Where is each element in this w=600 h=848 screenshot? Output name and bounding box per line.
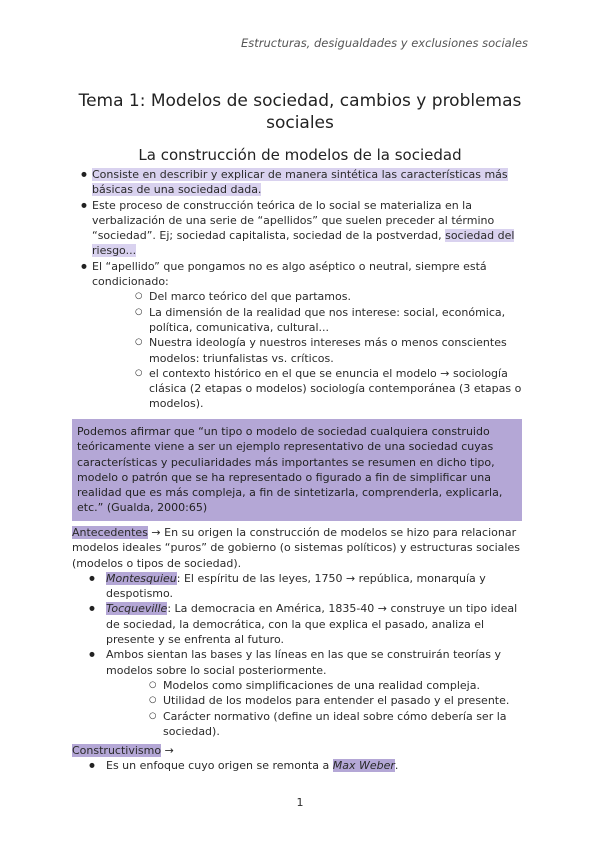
author-name: Max Weber — [332, 759, 395, 773]
constructivismo-heading — [72, 743, 530, 758]
constructivismo-section — [72, 743, 530, 774]
sub-list-item: ○ Carácter normativo (define un ideal sobre cómo debería ser la sociedad). — [106, 709, 530, 740]
constructivismo-list — [72, 758, 530, 773]
sub-list-item: ○ Modelos como simplificaciones de una realidad compleja. — [106, 678, 530, 693]
author-name: Tocqueville — [106, 602, 168, 616]
antecedentes-intro — [72, 525, 530, 571]
sub-list-item: ○ el contexto histórico en el que se enuncia el modelo → sociología clásica (2 etapas o modelos) sociología contemporánea (3 etapas o modelos). — [92, 366, 530, 412]
sub-list-item: ○ Nuestra ideología y nuestros intereses más o menos conscientes modelos: triunfalistas vs. críticos. — [92, 335, 530, 366]
antecedentes-section — [72, 525, 530, 739]
antecedentes-text: → En su origen la construcción de modelos se hizo para relacionar modelos ideales “puros” de gobierno (o sistemas políticos) y estructuras sociales (modelos o tipos de sociedad). — [72, 526, 520, 570]
list-item — [72, 167, 530, 198]
running-header: Estructuras, desigualdades y exclusiones sociales — [241, 36, 528, 50]
bullet-text: : La democracia en América, 1835-40 → construye un tipo ideal de sociedad, la democrática, con la que explica el pasado, analiza el presente y se enfrenta al futuro. — [106, 602, 518, 647]
antecedentes-list — [72, 571, 530, 739]
bullet-text: Este proceso de construcción teórica de lo social se materializa en la verbalización de una serie de “apellidos” que suelen preceder al término “sociedad”. Ej; sociedad capitalista, sociedad de la postverdad, sociedad del riesgo... — [92, 198, 515, 258]
sub-bullet-list — [106, 678, 530, 739]
list-item — [72, 601, 530, 647]
sub-list-item: ○ Utilidad de los modelos para entender el pasado y el presente. — [106, 693, 530, 708]
section-title: La construcción de modelos de la sociedad — [138, 146, 462, 164]
bullet-text: El “apellido” que pongamos no es algo aséptico o neutral, siempre está condicionado: — [92, 259, 487, 289]
highlighted-text: Consiste en describir y explicar de manera sintética las características más básicas de una sociedad dada. — [92, 168, 508, 197]
sub-bullet-list — [92, 289, 530, 411]
list-item — [72, 198, 530, 259]
list-item — [72, 571, 530, 602]
list-item — [72, 758, 530, 773]
document-title: Tema 1: Modelos de sociedad, cambios y problemas sociales — [78, 91, 522, 133]
author-name: Montesquieu — [106, 571, 177, 585]
section-body — [72, 167, 530, 412]
bullet-text: : El espíritu de las leyes, 1750 → república, monarquía y despotismo. — [106, 571, 486, 601]
bullet-text: Es un enfoque cuyo origen se remonta a — [106, 759, 333, 773]
page-number: 1 — [296, 796, 304, 809]
list-item — [72, 647, 530, 739]
bullet-end: . — [394, 759, 399, 773]
arrow: → — [161, 744, 174, 757]
antecedentes-label: Antecedentes — [72, 526, 148, 539]
bullet-text: Ambos sientan las bases y las líneas en las que se construirán teorías y modelos sobre lo social posteriormente. — [106, 648, 501, 677]
sub-list-item: ○ La dimensión de la realidad que nos interese: social, económica, política, comunicativa, cultural... — [92, 305, 530, 336]
sub-list-item: ○ Del marco teórico del que partamos. — [92, 289, 530, 304]
main-bullet-list — [72, 167, 530, 412]
highlighted-text: sociedad del riesgo... — [92, 229, 515, 258]
quote-box: Podemos afirmar que “un tipo o modelo de sociedad cualquiera construido teóricamente viene a ser un ejemplo representativo de una sociedad cuyas características y peculiaridades más importantes se resumen en dicho tipo, modelo o patrón que se ha representado o figurado a fin de simplificar una realidad que es más compleja, a fin de sintetizarla, comprenderla, explicarla, etc.” (Gualda, 2000:65) — [72, 419, 522, 521]
list-item — [72, 259, 530, 412]
constructivismo-label: Constructivismo — [72, 744, 162, 757]
